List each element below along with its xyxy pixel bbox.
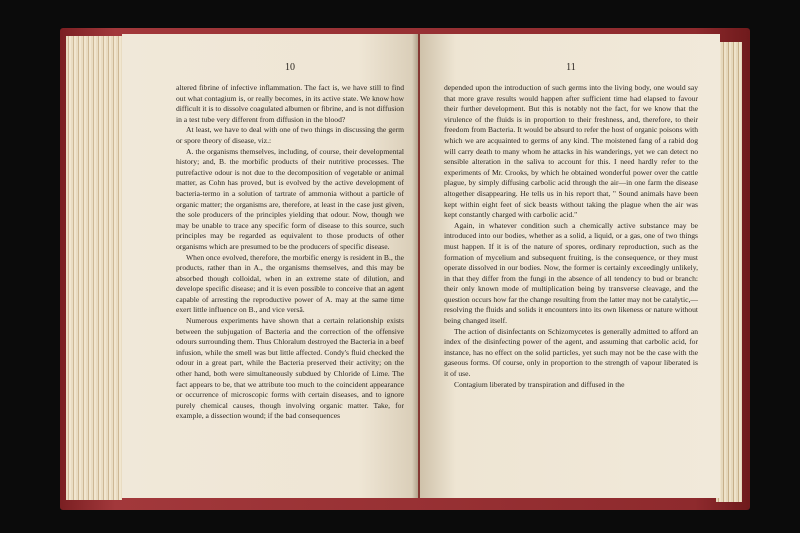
left-paragraph-2: At least, we have to deal with one of two things in discussing the germ or spore theory of disease, viz.:	[176, 125, 404, 145]
open-book	[60, 28, 750, 510]
right-paragraph-3: The action of disinfectants on Schizomycetes is generally admitted to afford an index of the disinfecting power of the agent, and assuming that carbolic acid, for instance, has no effect on the solid particles, yet such may not be the case with the gaseous forms. Of course, only in proportion to the strength of vapour liberated is it of use.	[444, 326, 698, 379]
left-page-number: 10	[285, 62, 295, 73]
right-paragraph-2: Again, in whatever condition such a chemically active substance may be introduced into our bodies, whether as a solid, a liquid, or a gas, one of two things must happen. If it is of the nature of spores, ordinary reproduction, such as the formation of mycelium and subsequent fruiting, is the consequence, or they must operate dissolved in our bodies. Now, the former is certainly exceedingly unlikely, in that they differ from the fungi in the absence of all tendency to bud or branch: their only known mode of multiplication being by transverse cleavage, and the question occurs how far the change resulting from the latter may not be catalytic,—resolving the fluids and solids it encounters into its own likeness or nature without being changed itself.	[444, 220, 698, 326]
left-paragraph-3: A. the organisms themselves, including, of course, their developmental history; and, B. the morbific products of their nutritive processes. The putrefactive odour is not due to the decomposition of vegetable or animal matter, as Cohn has proved, but is evolved by the active development of bacteria-termo in a solution of tartrate of ammonia without a particle of organic matter; the organisms are, therefore, at least in the case just given, the sole producers of the principles yielding that odour. Now, though we may be unable to trace any specific form of disease to this source, such principles may be regarded as equivalent to those products of other organisms which are presumed to be the producers of specific disease.	[176, 146, 404, 251]
left-page-text	[176, 83, 404, 422]
right-paragraph-1: depended upon the introduction of such germs into the living body, one would say that more grave results would happen after sufficient time had elapsed to favour their further development. But this is notably not the fact, for we know that the virulence of the fluids is in proportion to their freshness, and, therefore, to their freedom from Bacteria. It would be absurd to refer the host of organic poisons with which we are acquainted to germs of any kind. The moistened fang of a rabid dog will carry death to many whom he attacks in his wanderings, yet we can detect no sensible alteration in the saliva to account for this. I need hardly refer to the experiments of Mr. Crooks, by which he obtained wonderful power over the cattle plague, by simply diffusing carbolic acid through the air—in one farm the disease altogether disappearing. He tells us in his report that, " Sound animals have been kept within eight feet of sick beasts without taking the plague when the air was kept constantly charged with carbolic acid."	[444, 83, 698, 220]
left-paragraph-5: Numerous experiments have shown that a certain relationship exists between the subjugation of Bacteria and the correction of the offensive odours surrounding them. Thus Chloralum destroyed the Bacteria in a beef infusion, while the smell was but little affected. Condy's fluid checked the odour in a great part, while the Bacteria preserved their activity; on the other hand, both were simultaneously subdued by Chloride of Lime. The fact appears to be, that we attribute too much to the coincident appearance or occurrence of microscopic forms with certain diseases, and to ignore purely chemical causes, though involving organic matter. Take, for example, a dissection wound; if the bad consequences	[176, 316, 404, 421]
right-page-number: 11	[566, 62, 576, 73]
left-paragraph-1: altered fibrine of infective inflammation. The fact is, we have still to find out what contagium is, or really becomes, in its active state. We know how difficult it is to dissolve coagulated albumen or fibrine, and is not diffusion in a test tube very different from diffusion in the blood?	[176, 83, 404, 124]
left-page	[122, 34, 418, 498]
right-page	[420, 34, 720, 498]
right-paragraph-4: Contagium liberated by transpiration and diffused in the	[454, 379, 625, 389]
right-page-text	[444, 83, 698, 390]
left-paragraph-4: When once evolved, therefore, the morbific energy is resident in B., the products, rather than in A., the organisms themselves, and this may be absorbed though colloidal, when in an extreme state of dilution, and develope specific disease; and it is even possible to conceive that an agent capable of arresting the reproductive power of A. may at the same time exert little influence on B., and vice versâ.	[176, 252, 404, 315]
left-page-edges	[66, 36, 122, 500]
